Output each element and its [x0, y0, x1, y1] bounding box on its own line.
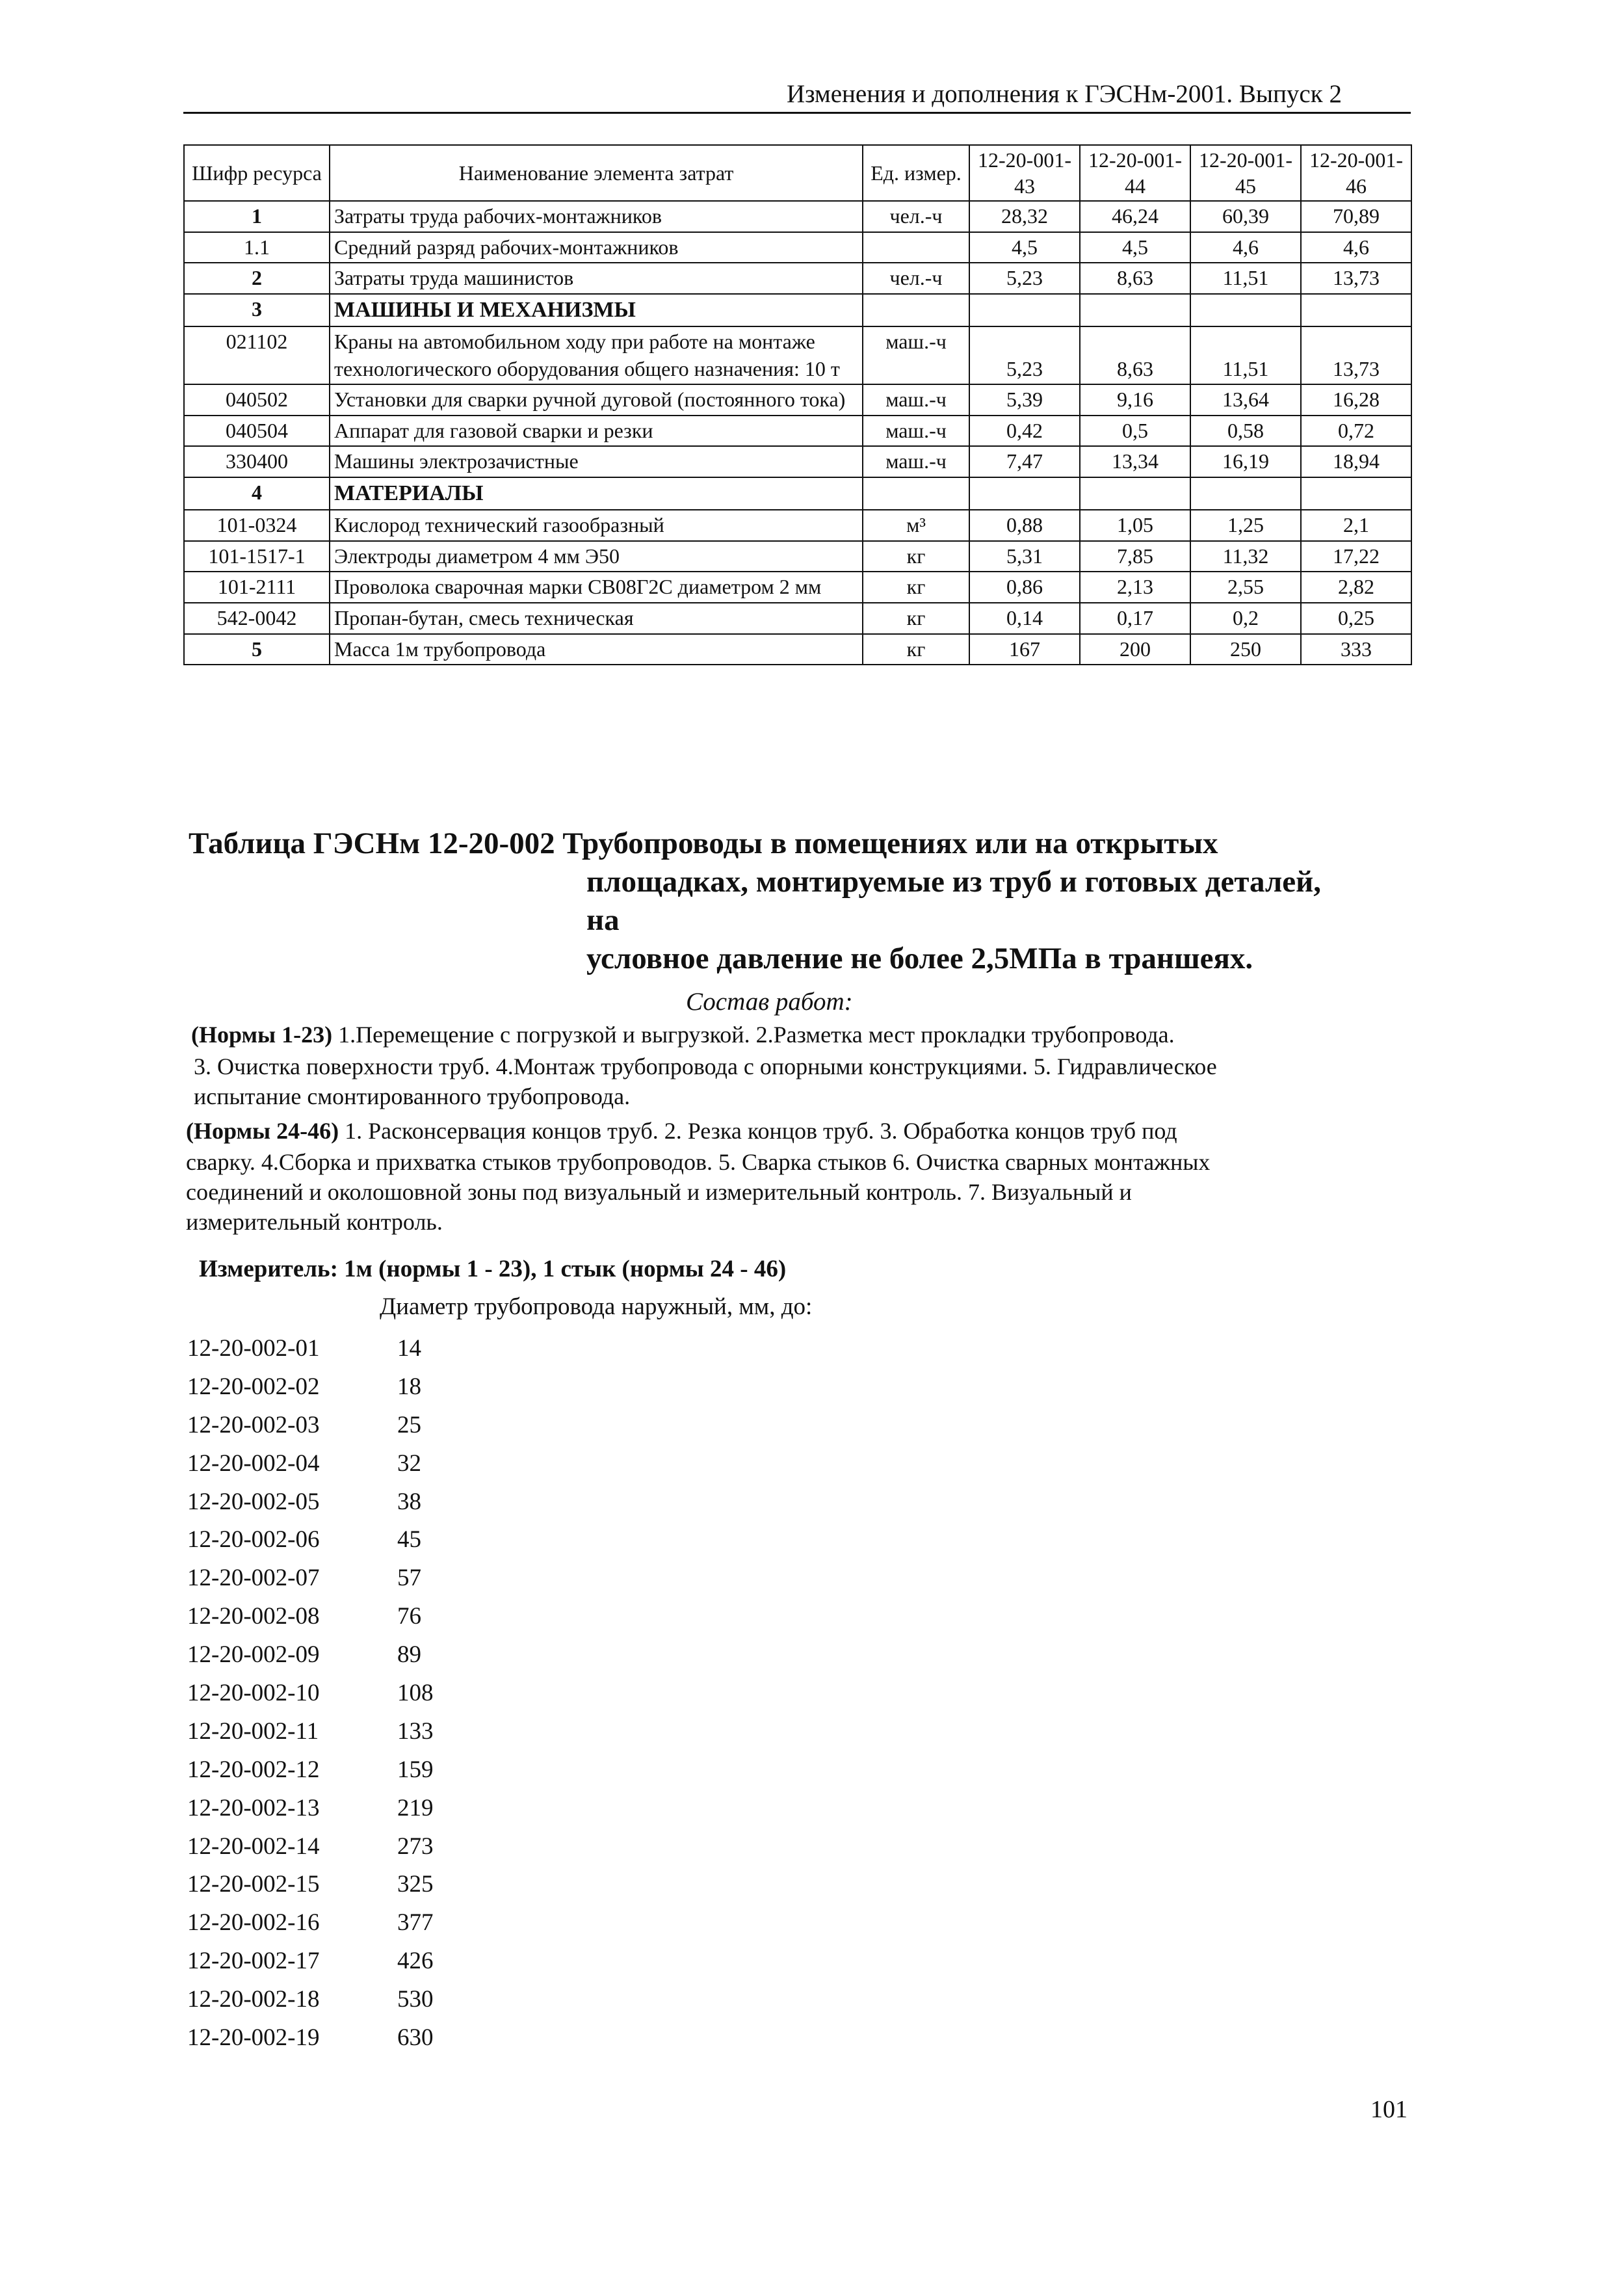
resource-name: Машины электрозачистные [330, 446, 863, 477]
resource-value: 4,5 [1080, 232, 1190, 263]
resource-value: 9,16 [1080, 384, 1190, 416]
resource-value: 1,05 [1080, 510, 1190, 541]
norm-code: 12-20-002-14 [187, 1833, 320, 1860]
resource-value: 11,51 [1190, 263, 1301, 294]
list-item [187, 1674, 434, 1713]
resource-value: 8,63 [1080, 263, 1190, 294]
resource-value: 4,6 [1190, 232, 1301, 263]
resource-value: 4,5 [969, 232, 1080, 263]
norm-diameter: 108 [397, 1680, 434, 1707]
resource-value: 5,23 [969, 263, 1080, 294]
resource-name: Краны на автомобильном ходу при работе на монтаже технологического оборудования общего назначения: 10 т [330, 326, 863, 384]
resource-name: Электроды диаметром 4 мм Э50 [330, 541, 863, 572]
table-title [189, 825, 1333, 978]
resource-unit [863, 232, 969, 263]
resource-code: 2 [184, 263, 330, 294]
section-title: МАШИНЫ И МЕХАНИЗМЫ [330, 294, 863, 326]
norm-diameter: 273 [397, 1833, 434, 1860]
resource-value [1080, 294, 1190, 326]
resource-value: 13,73 [1301, 263, 1411, 294]
norm-code: 12-20-002-03 [187, 1411, 320, 1438]
resource-value [969, 294, 1080, 326]
resource-value: 11,32 [1190, 541, 1301, 572]
norms-text: 1.Перемещение с погрузкой и выгрузкой. 2.Разметка мест прокладки трубопровода. [338, 1022, 1175, 1048]
resource-value: 4,6 [1301, 232, 1411, 263]
resource-code: 1.1 [184, 232, 330, 263]
resource-value: 2,1 [1301, 510, 1411, 541]
norms-1-23-line [191, 1020, 1175, 1050]
resource-name: Кислород технический газообразный [330, 510, 863, 541]
norm-code: 12-20-002-02 [187, 1373, 320, 1400]
norm-code: 12-20-002-08 [187, 1603, 320, 1630]
header-col: 12-20-001-45 [1190, 145, 1301, 201]
norms-text-line: соединений и околошовной зоны под визуальный и измерительный контроль. 7. Визуальный и [186, 1179, 1132, 1205]
resource-value: 28,32 [969, 201, 1080, 232]
resource-value: 13,64 [1190, 384, 1301, 416]
resource-value: 0,25 [1301, 603, 1411, 634]
norms-label: (Нормы 1-23) [191, 1022, 333, 1048]
resource-unit: маш.-ч [863, 446, 969, 477]
norm-diameter: 377 [397, 1909, 434, 1937]
resource-value: 1,25 [1190, 510, 1301, 541]
resource-unit: маш.-ч [863, 416, 969, 447]
table-section-row [184, 294, 1411, 326]
table-row [184, 384, 1411, 416]
resource-value: 17,22 [1301, 541, 1411, 572]
resource-value: 5,39 [969, 384, 1080, 416]
resource-code: 5 [184, 634, 330, 665]
norms-24-46-line [186, 1116, 1177, 1146]
resource-code: 040504 [184, 416, 330, 447]
resource-name: Затраты труда рабочих-монтажников [330, 201, 863, 232]
resource-value: 0,42 [969, 416, 1080, 447]
norm-code: 12-20-002-16 [187, 1909, 320, 1937]
norm-diameter: 14 [397, 1335, 421, 1362]
resource-name: Средний разряд рабочих-монтажников [330, 232, 863, 263]
list-item [187, 1713, 434, 1751]
section-title: МАТЕРИАЛЫ [330, 477, 863, 510]
list-item [187, 1559, 434, 1598]
list-item [187, 1330, 434, 1368]
running-header: Изменения и дополнения к ГЭСНм-2001. Выпуск 2 [787, 80, 1342, 108]
norm-code: 12-20-002-07 [187, 1565, 320, 1592]
list-item [187, 1981, 434, 2019]
norms-text-line: испытание смонтированного трубопровода. [194, 1083, 631, 1109]
resource-name: Пропан-бутан, смесь техническая [330, 603, 863, 634]
norms-text-line: 3. Очистка поверхности труб. 4.Монтаж трубопровода с опорными конструкциями. 5. Гидравлическое [194, 1053, 1217, 1079]
resource-value: 2,55 [1190, 572, 1301, 603]
resource-value: 0,58 [1190, 416, 1301, 447]
resource-value [1080, 477, 1190, 510]
meter-line: Измеритель: 1м (нормы 1 - 23), 1 стык (нормы 24 - 46) [199, 1256, 787, 1282]
list-item [187, 1368, 434, 1407]
resource-value: 5,31 [969, 541, 1080, 572]
resource-value [1190, 477, 1301, 510]
norm-diameter: 325 [397, 1871, 434, 1898]
resource-value: 5,23 [969, 326, 1080, 384]
list-item [187, 1942, 434, 1981]
header-rule [183, 112, 1411, 114]
resource-value: 2,13 [1080, 572, 1190, 603]
norm-code: 12-20-002-10 [187, 1680, 320, 1707]
resource-code: 101-0324 [184, 510, 330, 541]
list-item [187, 1866, 434, 1904]
list-item [187, 1483, 434, 1522]
resource-value: 0,88 [969, 510, 1080, 541]
norms-label: (Нормы 24-46) [186, 1118, 339, 1144]
list-item [187, 1598, 434, 1636]
resource-code: 021102 [184, 326, 330, 384]
resource-unit: кг [863, 572, 969, 603]
resource-code: 330400 [184, 446, 330, 477]
norm-diameter: 630 [397, 2024, 434, 2052]
resource-value: 7,85 [1080, 541, 1190, 572]
list-item [187, 1790, 434, 1828]
norms-text: 1. Расконсервация концов труб. 2. Резка концов труб. 3. Обработка концов труб под [345, 1118, 1177, 1144]
norm-code: 12-20-002-12 [187, 1756, 320, 1783]
resource-value: 167 [969, 634, 1080, 665]
header-col: 12-20-001-43 [969, 145, 1080, 201]
norm-code: 12-20-002-09 [187, 1641, 320, 1669]
table-title-line: условное давление не более 2,5МПа в траншеях. [586, 942, 1253, 975]
norm-code: 12-20-002-11 [187, 1717, 319, 1745]
norm-diameter: 32 [397, 1449, 421, 1477]
norm-diameter: 38 [397, 1488, 421, 1515]
resource-value: 2,82 [1301, 572, 1411, 603]
resource-value: 200 [1080, 634, 1190, 665]
resource-value: 0,14 [969, 603, 1080, 634]
resource-name: Затраты труда машинистов [330, 263, 863, 294]
resource-unit: чел.-ч [863, 263, 969, 294]
resource-value: 13,34 [1080, 446, 1190, 477]
resource-code: 101-1517-1 [184, 541, 330, 572]
resource-unit [863, 294, 969, 326]
work-composition-heading: Состав работ: [686, 988, 853, 1016]
resource-value: 70,89 [1301, 201, 1411, 232]
norm-diameter: 530 [397, 1986, 434, 2013]
resource-name: Масса 1м трубопровода [330, 634, 863, 665]
diameter-heading: Диаметр трубопровода наружный, мм, до: [380, 1293, 813, 1320]
resource-value: 11,51 [1190, 326, 1301, 384]
resource-value [1190, 294, 1301, 326]
norm-diameter: 159 [397, 1756, 434, 1783]
table-row [184, 510, 1411, 541]
header-name: Наименование элемента затрат [330, 145, 863, 201]
norm-diameter: 219 [397, 1794, 434, 1821]
norm-diameter: 133 [397, 1717, 434, 1745]
table-title-line: Таблица ГЭСНм 12-20-002 Трубопроводы в помещениях или на открытых [189, 827, 1218, 860]
resource-value: 16,19 [1190, 446, 1301, 477]
resource-value: 8,63 [1080, 326, 1190, 384]
list-item [187, 1828, 434, 1866]
resource-code: 4 [184, 477, 330, 510]
resource-value: 0,17 [1080, 603, 1190, 634]
resource-value: 60,39 [1190, 201, 1301, 232]
resource-code: 040502 [184, 384, 330, 416]
resource-value: 333 [1301, 634, 1411, 665]
table-row [184, 263, 1411, 294]
resource-name: Проволока сварочная марки СВ08Г2С диаметром 2 мм [330, 572, 863, 603]
norm-diameter: 45 [397, 1526, 421, 1554]
resource-unit: маш.-ч [863, 326, 969, 384]
table-row [184, 634, 1411, 665]
resource-value: 250 [1190, 634, 1301, 665]
list-item [187, 2019, 434, 2057]
list-item [187, 1407, 434, 1445]
norm-diameter: 57 [397, 1565, 421, 1592]
resource-unit [863, 477, 969, 510]
resource-unit: кг [863, 634, 969, 665]
norm-code: 12-20-002-04 [187, 1449, 320, 1477]
resource-name: Аппарат для газовой сварки и резки [330, 416, 863, 447]
resource-unit: маш.-ч [863, 384, 969, 416]
list-item [187, 1521, 434, 1559]
header-code: Шифр ресурса [184, 145, 330, 201]
resource-value: 0,5 [1080, 416, 1190, 447]
norm-code: 12-20-002-19 [187, 2024, 320, 2052]
list-item [187, 1751, 434, 1790]
resource-code: 542-0042 [184, 603, 330, 634]
resource-value: 16,28 [1301, 384, 1411, 416]
norm-diameter: 76 [397, 1603, 421, 1630]
resource-name: Установки для сварки ручной дуговой (постоянного тока) [330, 384, 863, 416]
resource-code: 101-2111 [184, 572, 330, 603]
resource-unit: кг [863, 603, 969, 634]
resource-value [1301, 294, 1411, 326]
resource-code: 3 [184, 294, 330, 326]
resource-value [969, 477, 1080, 510]
table-row [184, 201, 1411, 232]
list-item [187, 1636, 434, 1674]
header-col: 12-20-001-46 [1301, 145, 1411, 201]
resource-table [183, 144, 1412, 665]
resource-unit: кг [863, 541, 969, 572]
norm-code: 12-20-002-17 [187, 1948, 320, 1975]
resource-value: 0,86 [969, 572, 1080, 603]
resource-value: 0,2 [1190, 603, 1301, 634]
table-header-row [184, 145, 1411, 201]
header-col: 12-20-001-44 [1080, 145, 1190, 201]
resource-value: 46,24 [1080, 201, 1190, 232]
resource-unit: чел.-ч [863, 201, 969, 232]
table-row [184, 572, 1411, 603]
norm-diameter: 426 [397, 1948, 434, 1975]
table-section-row [184, 477, 1411, 510]
norm-code: 12-20-002-18 [187, 1986, 320, 2013]
table-row [184, 416, 1411, 447]
list-item [187, 1445, 434, 1483]
norms-text-line: сварку. 4.Сборка и прихватка стыков трубопроводов. 5. Сварка стыков 6. Очистка сварных монтажных [186, 1149, 1211, 1175]
page-number: 101 [1370, 2096, 1408, 2123]
table-row [184, 603, 1411, 634]
resource-value: 7,47 [969, 446, 1080, 477]
norms-text-line: измерительный контроль. [186, 1209, 443, 1235]
norm-code: 12-20-002-13 [187, 1794, 320, 1821]
table-row [184, 232, 1411, 263]
list-item [187, 1904, 434, 1942]
resource-value: 18,94 [1301, 446, 1411, 477]
table-row [184, 446, 1411, 477]
norm-diameter: 18 [397, 1373, 421, 1400]
norm-code: 12-20-002-01 [187, 1335, 320, 1362]
table-row [184, 326, 1411, 384]
resource-unit: м³ [863, 510, 969, 541]
table-row [184, 541, 1411, 572]
norm-code-list [187, 1330, 434, 2057]
resource-value: 0,72 [1301, 416, 1411, 447]
resource-value: 13,73 [1301, 326, 1411, 384]
norm-diameter: 25 [397, 1411, 421, 1438]
resource-code: 1 [184, 201, 330, 232]
norm-code: 12-20-002-05 [187, 1488, 320, 1515]
header-unit: Ед. измер. [863, 145, 969, 201]
resource-value [1301, 477, 1411, 510]
norm-diameter: 89 [397, 1641, 421, 1669]
table-title-line: площадках, монтируемые из труб и готовых деталей, на [586, 865, 1321, 937]
norm-code: 12-20-002-06 [187, 1526, 320, 1554]
norm-code: 12-20-002-15 [187, 1871, 320, 1898]
